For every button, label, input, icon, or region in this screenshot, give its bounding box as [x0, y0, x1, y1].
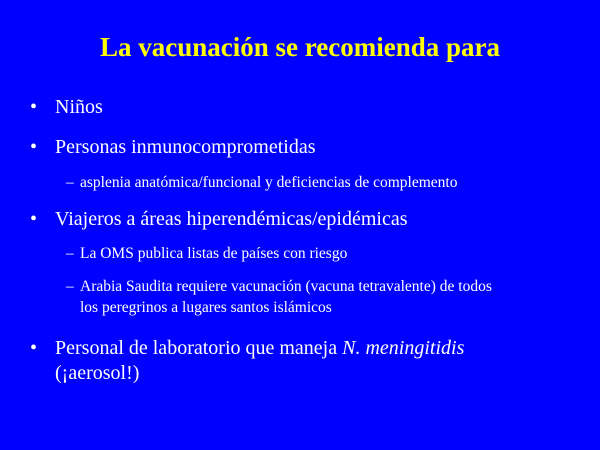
- bullet-marker: •: [30, 337, 38, 359]
- bullet-text: Niños: [55, 96, 103, 118]
- dash-marker: –: [66, 278, 74, 295]
- bullet-text-line1: [55, 336, 464, 360]
- bullet-marker: •: [30, 208, 38, 230]
- subbullet-text-line2: los peregrinos a lugares santos islámicos: [80, 299, 332, 316]
- slide-title: La vacunación se recomienda para: [100, 32, 500, 62]
- subbullet-text: asplenia anatómica/funcional y deficiencias de complemento: [80, 174, 458, 191]
- dash-marker: –: [66, 245, 74, 262]
- bullet-text-italic: N. meningitidis: [342, 337, 465, 359]
- bullet-text-line2: (¡aerosol!): [55, 362, 140, 384]
- subbullet-text-line1: Arabia Saudita requiere vacunación (vacuna tetravalente) de todos: [80, 278, 492, 295]
- bullet-text: Personas inmunocomprometidas: [55, 136, 316, 158]
- bullet-text: Viajeros a áreas hiperendémicas/epidémicas: [55, 208, 408, 230]
- bullet-marker: •: [30, 96, 38, 118]
- subbullet-text: La OMS publica listas de países con riesgo: [80, 245, 348, 262]
- bullet-text-regular: Personal de laboratorio que maneja: [55, 337, 343, 359]
- bullet-marker: •: [30, 136, 38, 158]
- dash-marker: –: [66, 174, 74, 191]
